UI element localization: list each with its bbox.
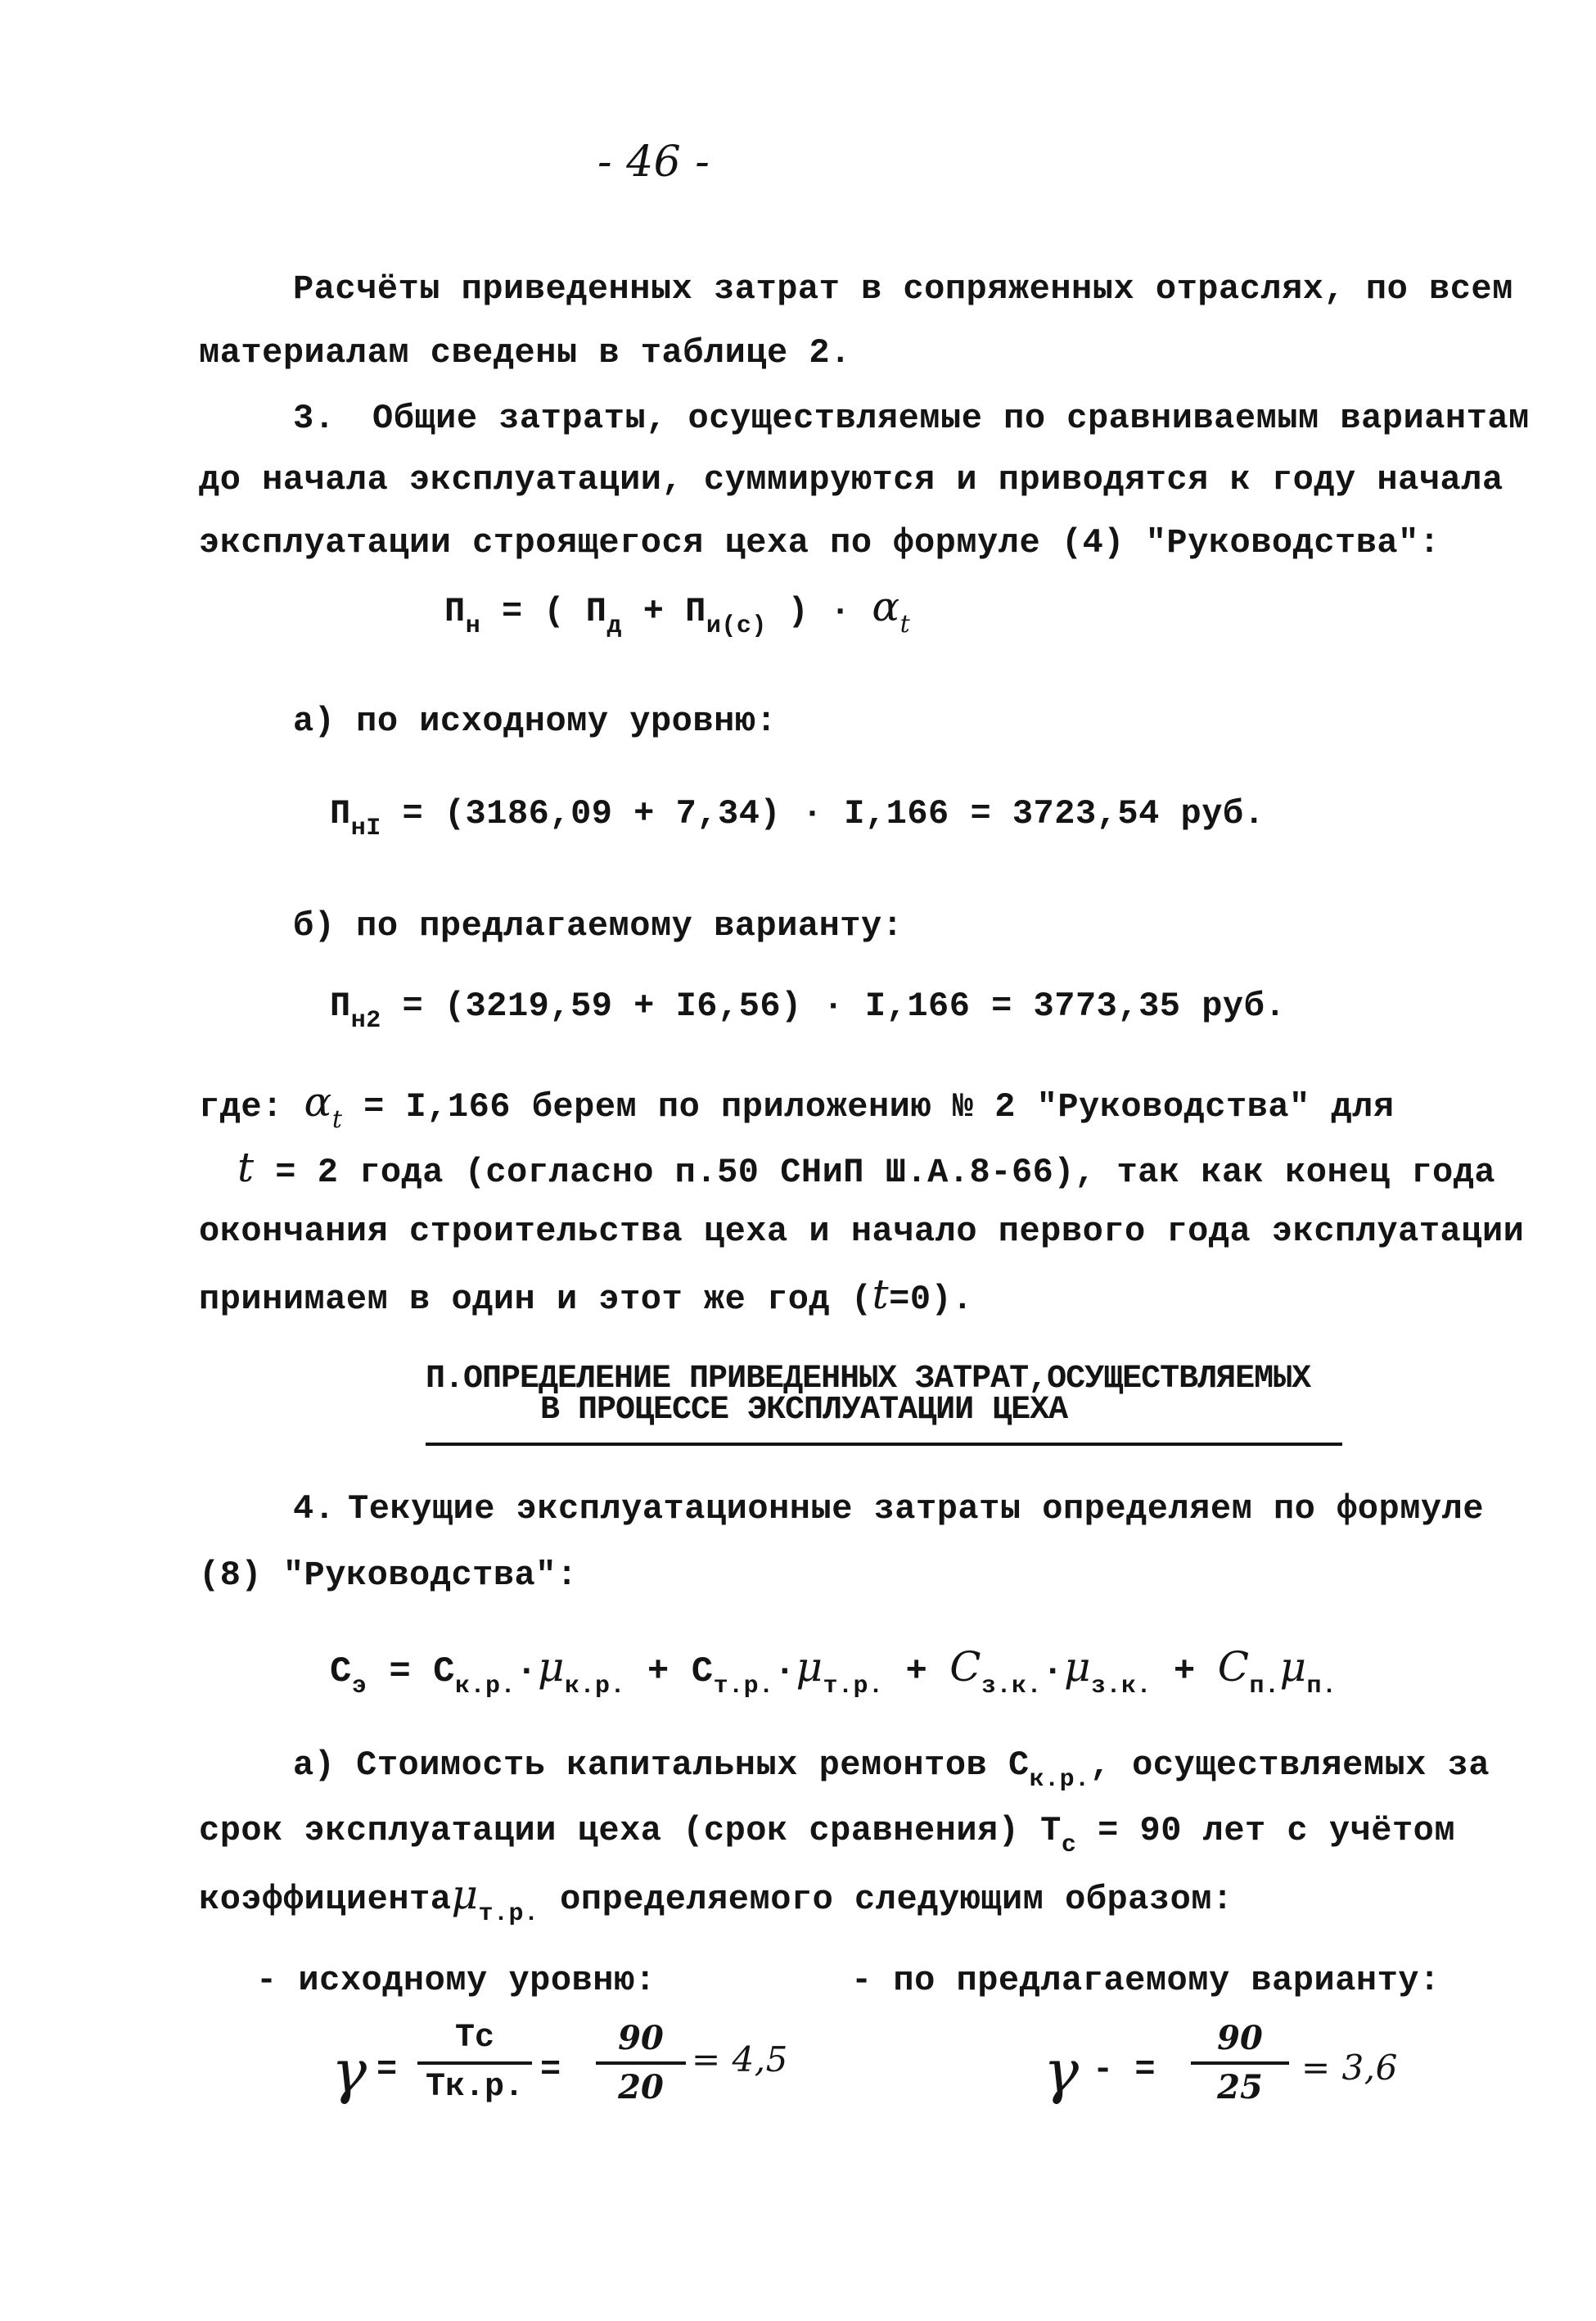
- para-a-line1-end: , осуществляемых за: [1089, 1745, 1490, 1785]
- fraction-90-20: [596, 2019, 686, 2107]
- frac1-num: Tc: [454, 2020, 494, 2057]
- where-line1: [199, 1078, 1395, 1134]
- formula-c-mu-1: μ: [537, 1643, 565, 1691]
- formula-c-mu-4: μ: [1279, 1643, 1307, 1691]
- where-line4-start: принимаем в один и этот же год (: [199, 1280, 872, 1319]
- para3-line1: Общие затраты, осуществляемые по сравниваемым вариантам: [372, 399, 1530, 438]
- formula-pn-lhs: П: [444, 592, 466, 631]
- t-symbol-2: t: [872, 1271, 890, 1318]
- para-a-line3-end: определяемого следующим образом:: [539, 1880, 1233, 1919]
- case-a-formula: [330, 792, 1265, 842]
- where-line4: [199, 1273, 973, 1321]
- para3-line2: до начала эксплуатации, суммируются и приводятся к году начала: [199, 460, 1504, 499]
- para4-number: 4.: [293, 1489, 336, 1529]
- case-b-formula: [330, 985, 1287, 1035]
- case-a-lhs-sub: нI: [350, 815, 381, 842]
- left-eq-sign-2: =: [540, 2050, 561, 2089]
- where-line1-rest: = I,166 берем по приложению № 2 "Руководства" для: [342, 1087, 1395, 1127]
- para4-line1: Текущие эксплуатационные затраты определяем по формуле: [348, 1489, 1485, 1529]
- fraction-tc-tkr: [417, 2019, 532, 2107]
- case-b-lhs: П: [330, 987, 351, 1026]
- case-a-label: а) по исходному уровню:: [293, 702, 778, 741]
- formula-c-s4: п.: [1249, 1673, 1280, 1700]
- formula-c-mu-3: μ: [1063, 1643, 1091, 1691]
- formula-c-plus-2: +: [883, 1651, 950, 1692]
- para-a-line3: [199, 1871, 1233, 1928]
- formula-c-plus-3: +: [1151, 1651, 1218, 1692]
- section-heading-line2: В ПРОЦЕССЕ ЭКСПЛУАТАЦИИ ЦЕХА: [540, 1392, 1068, 1429]
- para-a-line2-end: = 90 лет с учётом: [1076, 1811, 1456, 1850]
- para-a-line1-start: а) Стоимость капитальных ремонтов C: [293, 1745, 1030, 1785]
- para4-line2: (8) "Руководства":: [199, 1556, 578, 1595]
- gamma-left: γ: [331, 2037, 367, 2106]
- frac3-bar: [1191, 2061, 1289, 2065]
- formula-pn-t1-sub: д: [606, 612, 622, 640]
- gamma-right: γ: [1044, 2037, 1080, 2106]
- para-a-line2-sub: с: [1061, 1831, 1077, 1859]
- para-a-line2-start: срок эксплуатации цеха (срок сравнения) T: [199, 1811, 1062, 1850]
- t-symbol: t: [237, 1144, 255, 1191]
- section-heading-underline: [426, 1443, 1342, 1446]
- where-line2-rest: = 2 года (согласно п.50 СНиП Ш.А.8-66), так как конец года: [254, 1153, 1496, 1192]
- right-eq-sign: - =: [1093, 2050, 1156, 2089]
- formula-c-plus-1: +: [624, 1651, 692, 1692]
- para-a-line3-start: коэффициента: [199, 1880, 452, 1919]
- frac2-num: 90: [618, 2019, 664, 2057]
- formula-c-c4: C: [1217, 1643, 1250, 1691]
- right-result: = 3,6: [1301, 2048, 1398, 2088]
- formula-c-mu3-sub: з.к.: [1090, 1673, 1152, 1700]
- formula-c-mu-2: μ: [796, 1643, 823, 1691]
- bottom-right-label: - по предлагаемому варианту:: [851, 1961, 1440, 2000]
- para1-line1: Расчёты приведенных затрат в сопряженных отраслях, по всем: [293, 269, 1513, 309]
- formula-c-s2: т.р.: [713, 1673, 774, 1700]
- frac3-den: 25: [1217, 2068, 1263, 2107]
- formula-c-eq: = C: [367, 1651, 456, 1692]
- formula-c: $C_э = C_{к.р.}\cdot\mu_{к.р.} + C_{т.р.}\cdot\mu_{т.р.} + C_{з.к.}\cdot\mu_{з.к.} + C_{п.}\mu_{п.}$: [330, 1643, 1337, 1700]
- formula-c-mu2-sub: т.р.: [823, 1673, 884, 1700]
- case-a-rhs: = (3186,09 + 7,34) · I,166 = 3723,54 руб.: [381, 794, 1265, 833]
- where-alpha: α: [304, 1078, 332, 1126]
- formula-c-s3: з.к.: [981, 1673, 1043, 1700]
- case-a-lhs: П: [330, 794, 351, 833]
- case-b-label: б) по предлагаемому варианту:: [293, 906, 904, 946]
- bottom-left-label: - исходному уровню:: [256, 1961, 656, 2000]
- para1-line2: материалам сведены в таблице 2.: [199, 333, 851, 373]
- formula-pn-plus: + П: [621, 592, 706, 631]
- where-line3: окончания строительства цеха и начало первого года эксплуатации: [199, 1212, 1525, 1251]
- formula-pn-close: ) ·: [766, 592, 851, 631]
- page-number: - 46 -: [597, 138, 710, 187]
- para-a-mu: μ: [451, 1871, 479, 1918]
- formula-c-c2: C: [691, 1651, 714, 1692]
- frac1-bar: [417, 2061, 532, 2065]
- formula-c-lhs: C: [330, 1651, 352, 1692]
- formula-pn: [444, 583, 911, 640]
- left-result: = 4,5: [692, 2039, 788, 2079]
- where-line4-end: =0).: [889, 1280, 973, 1319]
- where-line2: [237, 1146, 1495, 1194]
- formula-pn-eq: = ( П: [480, 592, 607, 631]
- alpha-sub: t: [899, 610, 911, 639]
- para-a-line1-sub: к.р.: [1029, 1766, 1090, 1794]
- formula-c-s1: к.р.: [455, 1673, 516, 1700]
- alpha-symbol: α: [872, 583, 900, 630]
- section-heading-line1: П.ОПРЕДЕЛЕНИЕ ПРИВЕДЕННЫХ ЗАТРАТ,ОСУЩЕСТВЛЯЕМЫХ: [426, 1361, 1311, 1398]
- left-eq-sign: =: [376, 2050, 398, 2089]
- formula-pn-t2-sub: и(с): [706, 612, 767, 640]
- para-a-line3-sub: т.р.: [478, 1900, 539, 1928]
- formula-c-lhs-sub: э: [351, 1673, 367, 1700]
- para3-line3: эксплуатации строящегося цеха по формуле (4) "Руководства":: [199, 523, 1440, 562]
- para-a-line1: [293, 1744, 1490, 1794]
- frac3-num: 90: [1217, 2019, 1263, 2057]
- case-b-rhs: = (3219,59 + I6,56) · I,166 = 3773,35 руб.: [381, 987, 1287, 1026]
- formula-c-mu4-sub: п.: [1306, 1673, 1337, 1700]
- where-alpha-sub: t: [331, 1105, 343, 1134]
- case-b-lhs-sub: н2: [350, 1007, 381, 1035]
- fraction-90-25: [1191, 2019, 1289, 2107]
- formula-c-mu1-sub: к.р.: [564, 1673, 625, 1700]
- formula-pn-lhs-sub: н: [465, 612, 481, 640]
- para-a-line2: [199, 1809, 1456, 1859]
- where-prefix: где:: [199, 1087, 283, 1127]
- frac1-den: Tк.р.: [425, 2069, 525, 2106]
- formula-c-c3: C: [949, 1643, 982, 1691]
- para3-number: 3.: [293, 399, 336, 438]
- frac2-bar: [596, 2061, 686, 2065]
- frac2-den: 20: [618, 2068, 664, 2107]
